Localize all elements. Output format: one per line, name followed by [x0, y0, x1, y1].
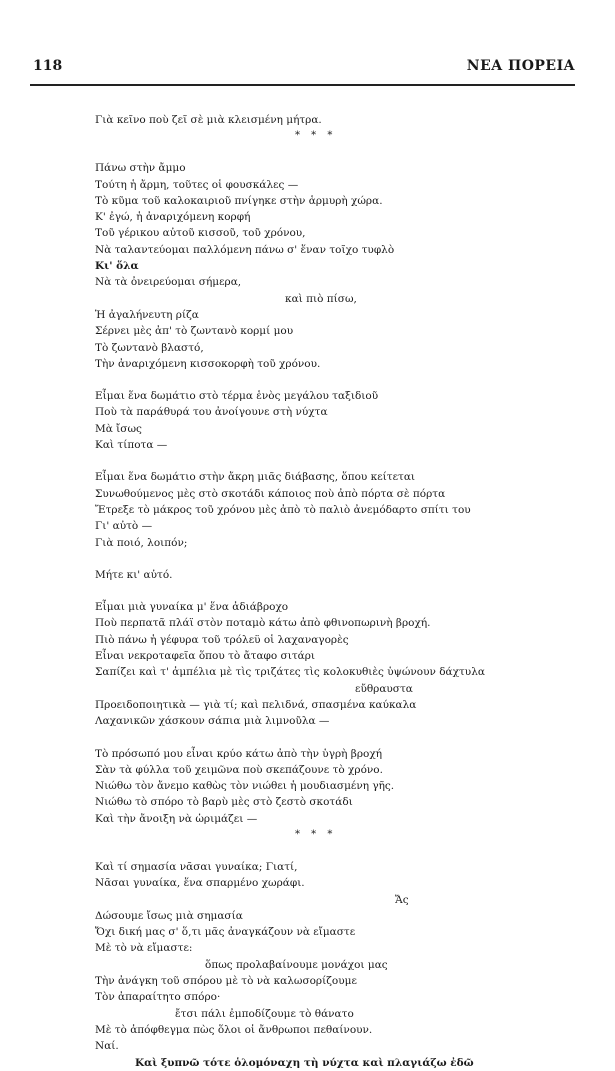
poem-line: Πιὸ πάνω ἡ γέφυρα τοῦ τρόλεϋ οἱ λαχαναγορὲς: [95, 633, 349, 646]
poem-line: Λαχανικῶν χάσκουν σάπια μιὰ λιμνοῦλα —: [95, 715, 330, 728]
poem-line: Τούτη ἡ ἄρμη, τοῦτες οἱ φουσκάλες —: [95, 178, 299, 191]
poem-line: Τὸ κῦμα τοῦ καλοκαιριοῦ πνίγηκε στὴν ἁρμυρὴ χώρα.: [95, 194, 383, 207]
spacer: [95, 730, 565, 746]
poem-line: Νᾶσαι γυναίκα, ἕνα σπαρμένο χωράφι.: [95, 877, 305, 890]
page-number: 118: [33, 58, 63, 74]
journal-title: ΝΕΑ ΠΟΡΕΙΑ: [466, 58, 575, 74]
poem-line: ἔτσι πάλι ἐμποδίζουμε τὸ θάνατο: [175, 1007, 354, 1020]
stanza-1: [95, 160, 565, 372]
poem-body: [95, 112, 565, 1071]
poem-line: Τὴν ἀνάγκη τοῦ σπόρου μὲ τὸ νὰ καλωσορίζουμε: [95, 975, 357, 988]
spacer: [95, 583, 565, 599]
poem-line: Μὲ τὸ νὰ εἴμαστε:: [95, 942, 193, 955]
stanza-5: [95, 599, 565, 729]
poem-line: Ποὺ τὰ παράθυρά του ἀνοίγουνε στὴ νύχτα: [95, 406, 328, 419]
spacer: [95, 843, 565, 859]
spacer: [95, 144, 565, 160]
stanza-2: [95, 388, 565, 453]
poem-line: Σαπίζει καὶ τ' ἀμπέλια μὲ τὶς τριζάτες τὶς κολοκυθιὲς ὑψώνουν δάχτυλα: [95, 666, 485, 679]
poem-line: Νὰ τὰ ὀνειρεύομαι σήμερα,: [95, 276, 242, 289]
stanza-7: [95, 859, 565, 1071]
poem-line: Συνωθούμενος μὲς στὸ σκοτάδι κάποιος ποὺ ἀπὸ πόρτα σὲ πόρτα: [95, 487, 446, 500]
stanza-3: [95, 469, 565, 550]
poem-line: Σὰν τὰ φύλλα τοῦ χειμῶνα ποὺ σκεπάζουνε τὸ χρόνο.: [95, 763, 383, 776]
poem-line: Τὴν ἀναριχόμενη κισσοκορφὴ τοῦ χρόνου.: [95, 357, 321, 370]
poem-line: εὔθραυστα: [355, 682, 413, 695]
spacer: [95, 551, 565, 567]
poem-line: Τὸ πρόσωπό μου εἶναι κρύο κάτω ἀπὸ τὴν ὑγρὴ βροχή: [95, 747, 382, 760]
poem-line: Κ' ἐγώ, ἡ ἀναριχόμενη κορφή: [95, 211, 251, 224]
poem-line: Νὰ ταλαντεύομαι παλλόμενη πάνω σ' ἕναν τοῖχο τυφλὸ: [95, 243, 395, 256]
poem-line: Ὄχι δική μας σ' ὅ,τι μᾶς ἀναγκάζουν νὰ εἴμαστε: [95, 926, 356, 939]
poem-line: καὶ πιὸ πίσω,: [285, 292, 357, 305]
poem-line: Προειδοποιητικὰ — γιὰ τί; καὶ πελιδνά, σπασμένα καύκαλα: [95, 698, 417, 711]
poem-line: Νιώθω τὸν ἄνεμο καθὼς τὸν νιώθει ἡ μουδιασμένη γῆς.: [95, 780, 395, 793]
poem-line: Σέρνει μὲς ἀπ' τὸ ζωντανὸ κορμί μου: [95, 325, 294, 338]
poem-line: Μὲ τὸ ἀπόφθεγμα πὼς ὅλοι οἱ ἄνθρωποι πεθαίνουν.: [95, 1023, 373, 1036]
poem-line: Ναί.: [95, 1040, 119, 1053]
poem-line: Πάνω στὴν ἄμμο: [95, 162, 186, 175]
poem-line: Γιὰ ποιό, λοιπόν;: [95, 536, 188, 549]
spacer: [95, 372, 565, 388]
poem-line: Εἶμαι μιὰ γυναίκα μ' ἕνα ἀδιάβροχο: [95, 601, 289, 614]
stanza-6: [95, 746, 565, 827]
poem-line: Εἶμαι ἕνα δωμάτιο στὴν ἄκρη μιᾶς διάβασης, ὅπου κείτεται: [95, 471, 416, 484]
page-header: [33, 58, 575, 80]
section-separator: * * *: [295, 130, 337, 142]
poem-line: Καὶ τὴν ἄνοιξη νὰ ὡριμάζει —: [95, 812, 258, 825]
poem-line: Καὶ τί σημασία νᾶσαι γυναίκα; Γιατί,: [95, 860, 298, 873]
spacer: [95, 453, 565, 469]
poem-line: Τὸν ἀπαραίτητο σπόρο·: [95, 991, 221, 1004]
poem-line: Μήτε κι' αὐτό.: [95, 568, 173, 581]
poem-line: Εἶμαι ἕνα δωμάτιο στὸ τέρμα ἑνὸς μεγάλου ταξιδιοῦ: [95, 390, 379, 403]
poem-line: Μὰ ἴσως: [95, 422, 142, 435]
header-rule: [30, 84, 575, 86]
poem-line: Εἶναι νεκροταφεῖα ὅπου τὸ ἄταφο σιτάρι: [95, 650, 316, 663]
poem-line: Ἔτρεξε τὸ μάκρος τοῦ χρόνου μὲς ἀπὸ τὸ παλιὸ ἀνεμόδαρτο σπίτι του: [95, 503, 471, 516]
poem-line: Καὶ ξυπνῶ τότε ὁλομόναχη τὴ νύχτα καὶ πλαγιάζω ἐδῶ: [135, 1056, 474, 1069]
poem-line: Ποὺ περπατᾶ πλάϊ στὸν ποταμὸ κάτω ἀπὸ φθινοπωρινὴ βροχή.: [95, 617, 431, 630]
section-separator: * * *: [295, 828, 337, 840]
poem-line: Τὸ ζωντανὸ βλαστό,: [95, 341, 204, 354]
poem-line: Γιὰ κεῖνο ποὺ ζεῖ σὲ μιὰ κλεισμένη μήτρα.: [95, 114, 322, 126]
stanza-4: [95, 567, 565, 583]
poem-line: Ἄς: [395, 893, 409, 906]
poem-line: Ἡ ἀγαλήνευτη ρίζα: [95, 308, 199, 321]
poem-line: Νιώθω τὸ σπόρο τὸ βαρὺ μὲς στὸ ζεστὸ σκοτάδι: [95, 796, 353, 809]
poem-line: Κι' ὅλα: [95, 260, 139, 273]
poem-line: Γι' αὐτὸ —: [95, 520, 153, 533]
poem-line: ὅπως προλαβαίνουμε μονάχοι μας: [205, 958, 388, 971]
poem-line: Καὶ τίποτα —: [95, 439, 168, 452]
poem-line: Τοῦ γέρικου αὐτοῦ κισσοῦ, τοῦ χρόνου,: [95, 227, 306, 240]
poem-line: Δώσουμε ἴσως μιὰ σημασία: [95, 909, 243, 922]
